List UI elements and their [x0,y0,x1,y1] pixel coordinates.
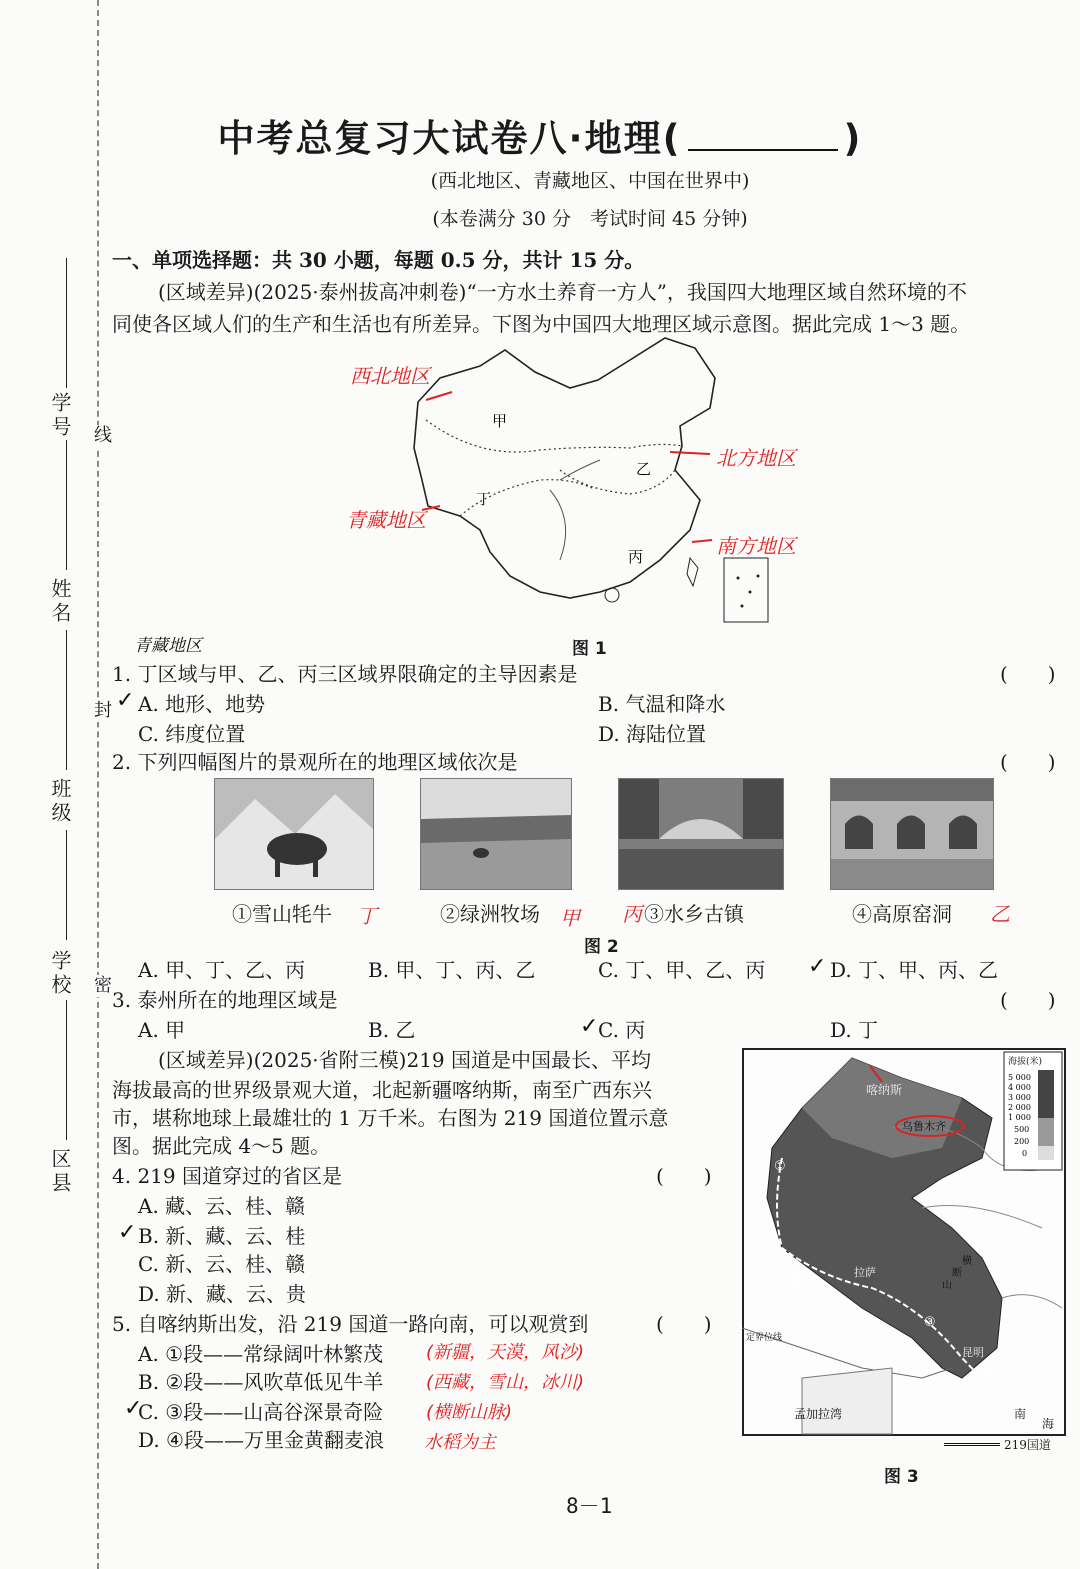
exam-info: (本卷满分 30 分 考试时间 45 分钟) [432,208,748,230]
q4-option-b[interactable]: B. 新、藏、云、桂 [138,1224,306,1248]
q5-note-d: 水稻为主 [424,1432,496,1453]
q1-answer-bracket[interactable]: ( ) [1000,662,1056,686]
photo-plateau-cave-dwelling [830,778,994,890]
intro2-line-3: 市，堪称地球上最雄壮的 1 万千米。右图为 219 国道位置示意 [112,1106,669,1130]
region-yi: 乙 [636,460,652,478]
photo3-mark: 丙 [622,902,642,926]
place-hai: 海 [1042,1417,1055,1431]
intro-line-1: (区域差异)(2025·泰州拔高冲刺卷)“一方水土养育一方人”，我国四大地理区域自然环境的不 [158,280,967,304]
note-south: 南方地区 [716,534,796,558]
photo-oasis-pasture [420,778,572,890]
note-northwest: 西北地区 [350,364,430,388]
name-label: 姓名 [48,578,72,626]
school-top-line [66,830,67,940]
name-line [66,440,67,570]
q3-option-c[interactable]: C. 丙 [598,1018,646,1042]
legend-2000: 2 000 [1008,1103,1031,1112]
photo1-mark: 丁 [357,904,377,928]
q5-answer-bracket[interactable]: ( ) [656,1312,712,1336]
q2-option-b[interactable]: B. 甲、丁、丙、乙 [368,958,536,982]
q3-check-mark: ✓ [580,1014,599,1039]
q1-stem: 1. 丁区域与甲、乙、丙三区域界限确定的主导因素是 [112,662,578,686]
photo3-caption: ③水乡古镇 [644,902,744,926]
student-id-label: 学号 [48,392,72,440]
place-shan: 山 [942,1280,952,1291]
legend-5000: 5 000 [1008,1073,1031,1082]
intro2-line-2: 海拔最高的世界级景观大道，北起新疆喀纳斯，南至广西东兴 [112,1078,652,1102]
q2-answer-bracket[interactable]: ( ) [1000,750,1056,774]
intro2-line-1: (区域差异)(2025·省附三模)219 国道是中国最长、平均 [158,1048,651,1072]
place-lhasa: 拉萨 [854,1266,876,1279]
segment-3: ③ [924,1315,936,1330]
q4-check-mark: ✓ [118,1220,137,1245]
q2-option-c[interactable]: C. 丁、甲、乙、丙 [598,958,766,982]
legend-500: 500 [1014,1125,1030,1134]
q4-option-c[interactable]: C. 新、云、桂、赣 [138,1252,306,1276]
photo1-caption: ①雪山牦牛 [232,902,332,926]
q5-option-b[interactable]: B. ②段——风吹草低见牛羊 [138,1370,384,1394]
place-heng: 横 [962,1256,972,1267]
cut-mark-xian: 线 [88,425,114,447]
figure3-route219-map [742,1048,1068,1438]
class-top-line [66,630,67,770]
place-urumqi: 乌鲁木齐 [902,1120,946,1133]
school-label: 学校 [48,950,72,998]
region-ding: 丁 [476,490,492,508]
q3-answer-bracket[interactable]: ( ) [1000,988,1056,1012]
place-nan: 南 [1014,1407,1027,1421]
q5-stem: 5. 自喀纳斯出发，沿 219 国道一路向南，可以观赏到 [112,1312,589,1336]
county-label: 区县 [48,1148,72,1196]
q3-option-a[interactable]: A. 甲 [138,1018,186,1042]
q1-check-mark: ✓ [116,688,135,713]
q1-option-b[interactable]: B. 气温和降水 [598,692,726,716]
q5-note-b: (西藏，雪山，冰川) [426,1372,585,1393]
class-label: 班级 [48,778,72,826]
place-kunming: 昆明 [962,1346,984,1359]
cut-mark-mi: 密 [88,975,114,997]
q4-option-d[interactable]: D. 新、藏、云、贵 [138,1282,307,1306]
segment-2: ② [792,1273,804,1288]
legend-0: 0 [1022,1149,1028,1158]
figure1-caption: 图 1 [572,639,607,659]
place-kanas: 喀纳斯 [866,1083,903,1097]
road-legend-line [944,1443,1000,1446]
page-title: 中考总复习大试卷八·地理( ) [217,117,863,160]
note-qingzang: 青藏地区 [346,508,426,532]
q5-note-a: (新疆，天漠，风沙) [426,1342,585,1363]
photo4-caption: ④高原窑洞 [852,902,952,926]
place-bay-of-bengal: 孟加拉湾 [794,1407,843,1421]
photo-water-town [618,778,784,890]
photo2-caption: ②绿洲牧场 [440,902,540,926]
figure3-caption: 图 3 [884,1467,919,1487]
legend-1000: 1 000 [1008,1113,1031,1122]
binding-dashed-line [97,0,99,1569]
segment-1: ① [774,1159,786,1174]
q5-note-c: (横断山脉) [426,1402,513,1423]
cut-mark-feng: 封 [88,700,114,722]
q1-option-d[interactable]: D. 海陆位置 [598,722,707,746]
q5-option-d[interactable]: D. ④段——万里金黄翻麦浪 [138,1428,384,1452]
county-top-line [66,1000,67,1140]
region-bing: 丙 [628,548,644,566]
place-boundary: 定界位线 [746,1333,783,1343]
q1-note: 青藏地区 [134,636,202,656]
q2-option-d[interactable]: D. 丁、甲、丙、乙 [830,958,999,982]
road-legend-label: 219国道 [1004,1438,1051,1452]
legend-3000: 3 000 [1008,1093,1031,1102]
legend-title: 海拔(米) [1008,1057,1043,1067]
place-duan: 断 [952,1268,962,1279]
photo2-mark: 甲 [560,906,580,930]
q2-option-a[interactable]: A. 甲、丁、乙、丙 [138,958,306,982]
note-north: 北方地区 [716,446,796,470]
q3-stem: 3. 泰州所在的地理区域是 [112,988,338,1012]
page-number: 8－1 [566,1494,613,1518]
q1-option-c[interactable]: C. 纬度位置 [138,722,246,746]
photo-yak-snow-mountain [214,778,374,890]
photo4-mark: 乙 [990,902,1010,926]
q2-check-mark: ✓ [808,954,827,979]
q3-option-d[interactable]: D. 丁 [830,1018,879,1042]
student-id-line [66,258,67,388]
subtitle: (西北地区、青藏地区、中国在世界中) [430,170,750,192]
region-jia: 甲 [492,412,508,430]
segment-4: ④ [984,1363,996,1378]
q2-stem: 2. 下列四幅图片的景观所在的地理区域依次是 [112,750,518,774]
figure2-caption: 图 2 [584,937,619,957]
legend-200: 200 [1014,1137,1030,1146]
intro-line-2: 同使各区域人们的生产和生活也有所差异。下图为中国四大地理区域示意图。据此完成 1～3 题。 [112,312,971,336]
q4-answer-bracket[interactable]: ( ) [656,1164,712,1188]
section-heading: 一、单项选择题：共 30 小题，每题 0.5 分，共计 15 分。 [112,248,645,272]
q5-option-a[interactable]: A. ①段——常绿阔叶林繁茂 [138,1342,384,1366]
legend-4000: 4 000 [1008,1083,1031,1092]
q3-option-b[interactable]: B. 乙 [368,1018,416,1042]
q5-check-mark: ✓ [124,1396,143,1421]
q1-option-a[interactable]: A. 地形、地势 [138,692,266,716]
intro2-line-4: 图。据此完成 4～5 题。 [112,1134,331,1158]
q4-stem: 4. 219 国道穿过的省区是 [112,1164,342,1188]
q4-option-a[interactable]: A. 藏、云、桂、赣 [138,1194,306,1218]
q5-option-c[interactable]: C. ③段——山高谷深景奇险 [138,1400,384,1424]
